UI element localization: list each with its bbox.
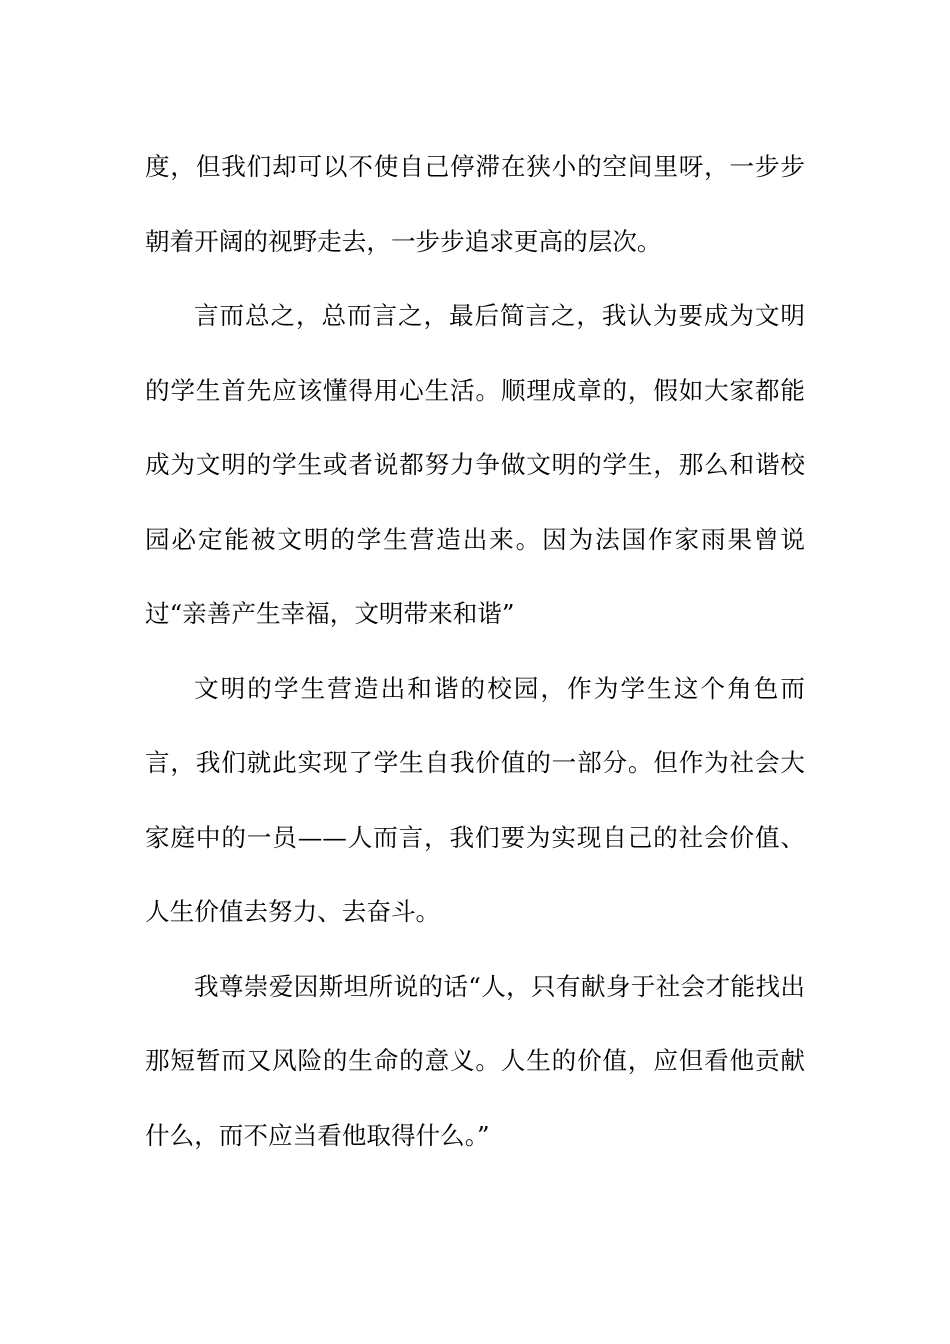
paragraph-value: 文明的学生营造出和谐的校园，作为学生这个角色而言，我们就此实现了学生自我价值的一部分。但作为社会大家庭中的一员——人而言，我们要为实现自己的社会价值、人生价值去努力、去奋斗。 — [145, 673, 805, 926]
paragraph-conclusion: 言而总之，总而言之，最后简言之，我认为要成为文明的学生首先应该懂得用心生活。顺理成章的，假如大家都能成为文明的学生或者说都努力争做文明的学生，那么和谐校园必定能被文明的学生营造出来。因为法国作家雨果曾说过“亲善产生幸福，文明带来和谐” — [145, 301, 805, 628]
paragraph-continuation: 度，但我们却可以不使自己停滞在狭小的空间里呀，一步步朝着开阔的视野走去，一步步追求更高的层次。 — [145, 152, 805, 256]
document-body — [145, 130, 805, 1173]
paragraph-quote: 我尊崇爱因斯坦所说的话“人，只有献身于社会才能找出那短暂而又风险的生命的意义。人生的价值，应但看他贡献什么，而不应当看他取得什么。” — [145, 971, 805, 1150]
